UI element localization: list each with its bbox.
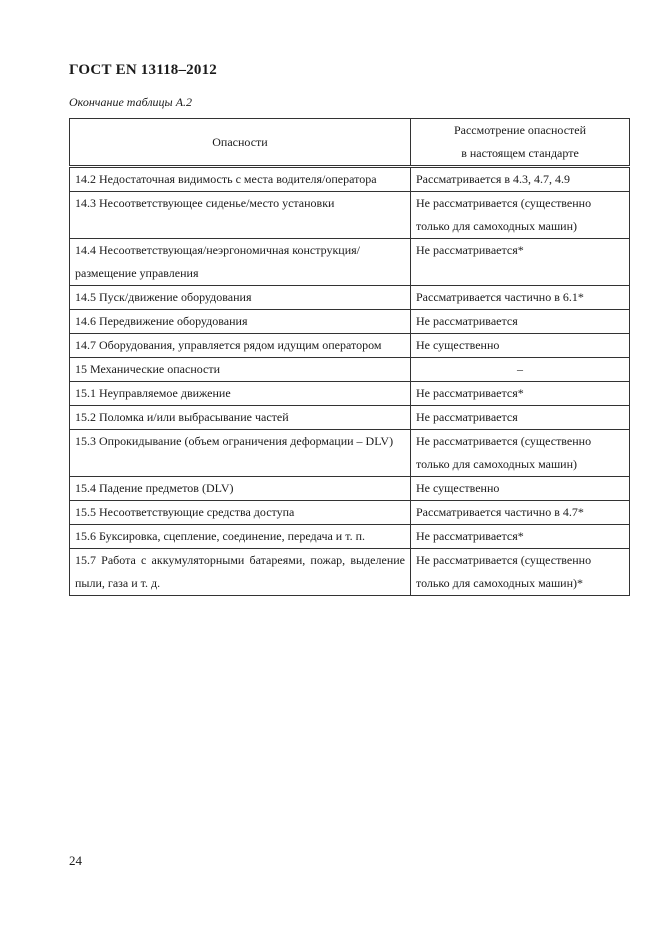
status-cell: Рассматривается частично в 6.1* bbox=[411, 286, 630, 310]
hazard-cell: 14.7 Оборудования, управляется рядом идущим оператором bbox=[70, 334, 411, 358]
status-cell: Не рассматривается (существенно только для самоходных машин) bbox=[411, 430, 630, 477]
table-row bbox=[70, 239, 630, 286]
table-row bbox=[70, 406, 630, 430]
table-row bbox=[70, 549, 630, 596]
status-cell: Не рассматривается* bbox=[411, 382, 630, 406]
table-row bbox=[70, 382, 630, 406]
section-heading-cell: 15 Механические опасности bbox=[70, 358, 411, 382]
table-section-row bbox=[70, 358, 630, 382]
table-caption: Окончание таблицы А.2 bbox=[69, 95, 193, 109]
status-cell: Не существенно bbox=[411, 477, 630, 501]
header-consideration-line1: Рассмотрение опасностей bbox=[453, 123, 587, 137]
document-standard-title: ГОСТ EN 13118–2012 bbox=[69, 62, 217, 78]
hazard-cell: 15.7 Работа с аккумуляторными батареями, пожар, выделение пыли, газа и т. д. bbox=[70, 549, 411, 596]
table-row bbox=[70, 286, 630, 310]
hazard-cell: 14.6 Передвижение оборудования bbox=[70, 310, 411, 334]
hazard-cell: 14.2 Недостаточная видимость с места водителя/оператора bbox=[70, 167, 411, 192]
hazard-cell: 15.2 Поломка и/или выбрасывание частей bbox=[70, 406, 411, 430]
table-row bbox=[70, 501, 630, 525]
status-cell: Рассматривается в 4.3, 4.7, 4.9 bbox=[411, 167, 630, 192]
header-consideration bbox=[411, 119, 630, 167]
header-hazards: Опасности bbox=[70, 119, 411, 167]
status-cell: Не рассматривается* bbox=[411, 239, 630, 286]
hazard-cell: 14.3 Несоответствующее сиденье/место установки bbox=[70, 192, 411, 239]
status-cell: – bbox=[411, 358, 630, 382]
page-number: 24 bbox=[69, 853, 82, 868]
table-row bbox=[70, 310, 630, 334]
header-consideration-line2: в настоящем стандарте bbox=[461, 146, 579, 160]
table-row bbox=[70, 430, 630, 477]
hazard-cell: 15.5 Несоответствующие средства доступа bbox=[70, 501, 411, 525]
table-row bbox=[70, 477, 630, 501]
status-cell: Не рассматривается* bbox=[411, 525, 630, 549]
status-cell: Не рассматривается (существенно только для самоходных машин)* bbox=[411, 549, 630, 596]
table-row bbox=[70, 334, 630, 358]
hazard-cell: 15.3 Опрокидывание (объем ограничения деформации – DLV) bbox=[70, 430, 411, 477]
hazard-cell: 15.6 Буксировка, сцепление, соединение, передача и т. п. bbox=[70, 525, 411, 549]
hazards-table bbox=[69, 118, 630, 596]
status-cell: Не существенно bbox=[411, 334, 630, 358]
table-row bbox=[70, 167, 630, 192]
status-cell: Не рассматривается bbox=[411, 310, 630, 334]
hazard-cell: 14.4 Несоответствующая/неэргономичная конструкция/ размещение управления bbox=[70, 239, 411, 286]
status-cell: Не рассматривается (существенно только для самоходных машин) bbox=[411, 192, 630, 239]
table-header-row bbox=[70, 119, 630, 167]
table-row bbox=[70, 192, 630, 239]
status-cell: Не рассматривается bbox=[411, 406, 630, 430]
status-cell: Рассматривается частично в 4.7* bbox=[411, 501, 630, 525]
hazard-cell: 14.5 Пуск/движение оборудования bbox=[70, 286, 411, 310]
hazard-cell: 15.1 Неуправляемое движение bbox=[70, 382, 411, 406]
hazard-cell: 15.4 Падение предметов (DLV) bbox=[70, 477, 411, 501]
table-row bbox=[70, 525, 630, 549]
